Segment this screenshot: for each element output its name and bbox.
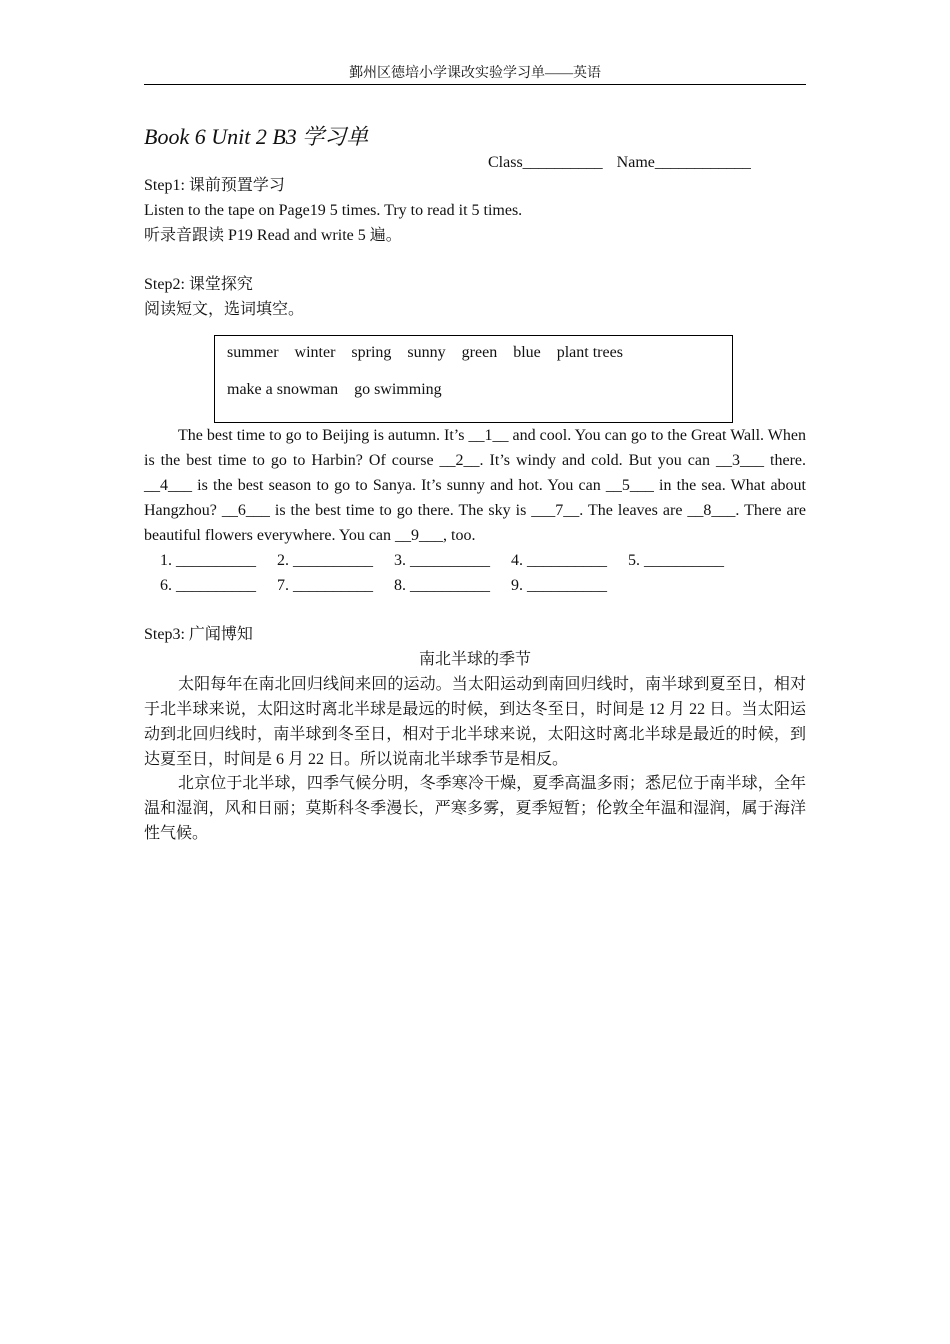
word-bank-row-1 bbox=[227, 340, 720, 366]
word-bank-box bbox=[214, 335, 733, 423]
answer-blank: 1. __________ bbox=[160, 552, 256, 569]
word-bank-item: plant trees bbox=[556, 344, 623, 361]
word-bank-item: go swimming bbox=[354, 381, 442, 398]
worksheet-title: Book 6 Unit 2 B3 学习单 bbox=[144, 124, 369, 149]
class-name-line bbox=[488, 150, 751, 175]
step1-line1: Listen to the tape on Page19 5 times. Try to read it 5 times. bbox=[144, 202, 523, 219]
step3-subtitle: 南北半球的季节 bbox=[418, 651, 531, 668]
word-bank-item: sunny bbox=[407, 344, 446, 361]
answer-blanks bbox=[160, 548, 745, 598]
answer-blank: 6. __________ bbox=[160, 577, 256, 594]
word-bank-item: make a snowman bbox=[227, 381, 339, 398]
page-header: 鄞州区德培小学课改实验学习单——英语 bbox=[144, 64, 806, 85]
answer-blank: 7. __________ bbox=[277, 577, 373, 594]
answer-blank: 5. __________ bbox=[628, 552, 724, 569]
answer-blank: 3. __________ bbox=[394, 552, 490, 569]
answer-blank: 9. __________ bbox=[511, 577, 607, 594]
step2-instruction: 阅读短文，选词填空。 bbox=[144, 301, 305, 318]
reading-passage: The best time to go to Beijing is autumn. It’s __1__ and cool. You can go to the Great Wall. When is the best time to go to Harbin? Of course __2__. It’s windy and cold. But you can __3___ there. __4___ is the best season to go to Sanya. It’s sunny and hot. You can __5___ in the sea. What about Hangzhou? __6___ is the best time to go there. The sky is ___7__. The leaves are __8___. There are beautiful flowers everywhere. You can __9___, too. bbox=[144, 427, 806, 544]
answer-blank: 8. __________ bbox=[394, 577, 490, 594]
word-bank-item: blue bbox=[513, 344, 541, 361]
answer-blank: 4. __________ bbox=[511, 552, 607, 569]
step1-line2: 听录音跟读 P19 Read and write 5 遍。 bbox=[144, 227, 402, 244]
step3-paragraph-2: 北京位于北半球，四季气候分明，冬季寒冷干燥，夏季高温多雨；悉尼位于南半球，全年温和湿润，风和日丽；莫斯科冬季漫长，严寒多雾，夏季短暂；伦敦全年温和湿润，属于海洋性气候。 bbox=[144, 775, 806, 842]
word-bank-item: summer bbox=[227, 344, 279, 361]
class-field: Class__________ bbox=[488, 154, 603, 171]
answer-row-2 bbox=[160, 573, 745, 598]
word-bank-item: green bbox=[461, 344, 498, 361]
word-bank-item: winter bbox=[294, 344, 336, 361]
answer-row-1 bbox=[160, 548, 745, 573]
step3-paragraph-1: 太阳每年在南北回归线间来回的运动。当太阳运动到南回归线时，南半球到夏至日，相对于北半球来说，太阳这时离北半球是最远的时候，到达冬至日，时间是 12 月 22 日。当太阳运动到北回归线时，南半球到冬至日，相对于北半球来说，太阳这时离北半球是最近的时候，到达夏至日，时间是 6 月 22 日。所以说南北半球季节是相反。 bbox=[144, 676, 806, 768]
word-bank-item: spring bbox=[351, 344, 392, 361]
step3-heading: Step3: 广闻博知 bbox=[144, 626, 253, 643]
step2-heading: Step2: 课堂探究 bbox=[144, 276, 253, 293]
step1-heading: Step1: 课前预置学习 bbox=[144, 177, 285, 194]
name-field: Name____________ bbox=[616, 154, 751, 171]
word-bank-row-2 bbox=[227, 377, 720, 403]
answer-blank: 2. __________ bbox=[277, 552, 373, 569]
